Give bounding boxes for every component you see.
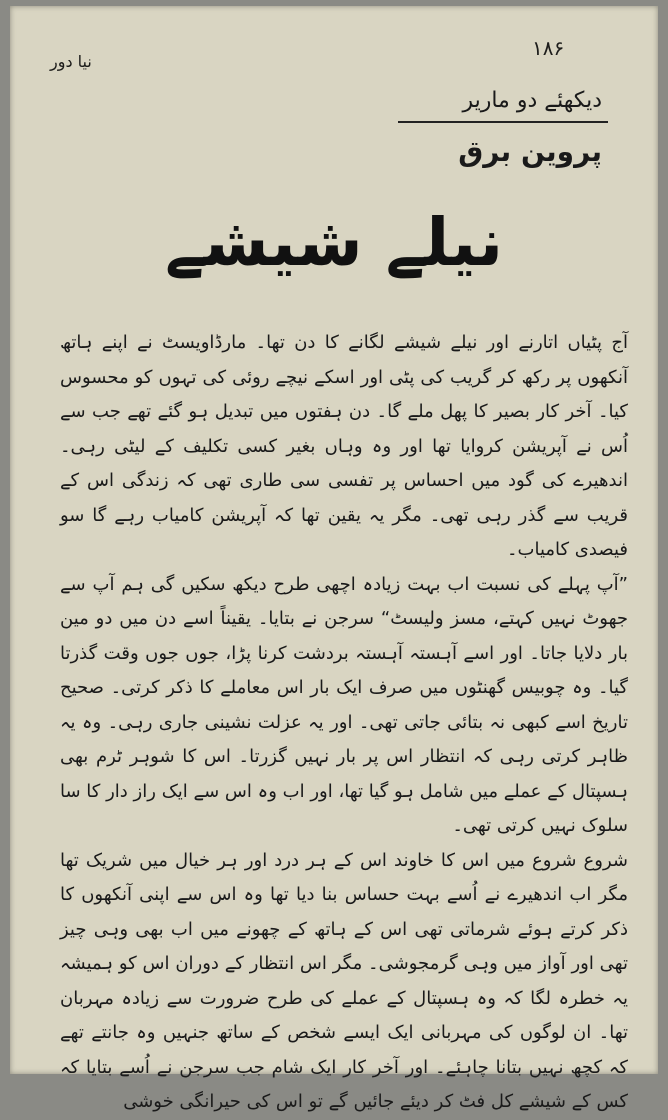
paragraph: آج پٹیاں اتارنے اور نیلے شیشے لگانے کا دن تھا۔ مارڈاویسٹ نے اپنے ہاتھ آنکھوں پر رکھ کر گریب کی پٹی اور اسکے نیچے روئی کی تہوں کو محسوس کیا۔ آخر کار بصیر کا پھل ملے گا۔ دن ہفتوں میں تبدیل ہو گئے تھے جب سے اُس نے آپریشن کروایا تھا اور وہ وہاں بغیر کسی تکلیف کے لیٹی رہی۔ اندھیرے کی گود میں احساس پر تفسی سی طاری تھی کہ زندگی اس کے قریب سے گذر رہی تھی۔ مگر یہ یقین تھا کہ آپریشن کامیاب رہے گا سو فیصدی کامیاب۔	[60, 332, 628, 560]
magazine-name: نیا دور	[50, 52, 92, 71]
paragraph: ”آپ پہلے کی نسبت اب بہت زیادہ اچھی طرح دیکھ سکیں گی ہم آپ سے جھوٹ نہیں کہتے، مسز ولیسٹ“ سرجن نے بتایا۔ یقیناً اسے دن میں دو مین بار دلایا جاتا۔ اور اسے آہستہ آہستہ بردشت کرنا پڑا، جوں جوں وقت گذرتا گیا۔ وہ چوبیس گھنٹوں میں صرف ایک بار اس معاملے کا ذکر کرتی۔ صحیح تاریخ اسے کبھی نہ بتائی جاتی تھی۔ اور یہ عزلت نشینی جاری رہی۔ وہ یہ ظاہر کرتی رہی کہ انتظار اس پر بار نہیں گزرتا۔ اس کا شوہر ٹرم بھی ہسپتال کے عملے میں شامل ہو گیا تھا، اور اب وہ اس سے ایک راز دار کا سا سلوک نہیں کرتی تھی۔	[60, 573, 628, 836]
page-number: ۱۸۶	[532, 36, 565, 60]
section-heading: دیکھئے دو ماریر	[398, 84, 608, 123]
article-header	[398, 84, 608, 168]
story-body	[60, 326, 628, 1120]
book-page	[10, 6, 658, 1112]
paragraph: شروع شروع میں اس کا خاوند اس کے ہر درد اور ہر خیال میں شریک تھا مگر اب اندھیرے نے اُسے بہت حساس بنا دیا تھا وہ اس سے اپنی آنکھوں کا ذکر کرتے ہوئے شرماتی تھی اس کے ہاتھ کے چھونے میں اب بھی وہی چیز تھی اور آواز میں وہی گرمجوشی۔ مگر اس انتظار کے دوران اس کو ہمیشہ یہ خطرہ لگا کہ وہ ہسپتال کے عملے کی طرح ضرورت سے زیادہ مہربان تھا۔ ان لوگوں کی مہربانی ایک ایسے شخص کے ساتھ جنہیں وہ جانتے تھے کہ کچھ نہیں بتانا چاہئے۔ اور آخر کار ایک شام جب سرجن نے اُسے بتایا کہ کس کے شیشے کل فٹ کر دیئے جائیں گے تو اس کی حیرانگی خوشی	[60, 849, 628, 1112]
story-title: نیلے شیشے	[165, 204, 503, 281]
author-name: پروین برق	[458, 135, 602, 168]
